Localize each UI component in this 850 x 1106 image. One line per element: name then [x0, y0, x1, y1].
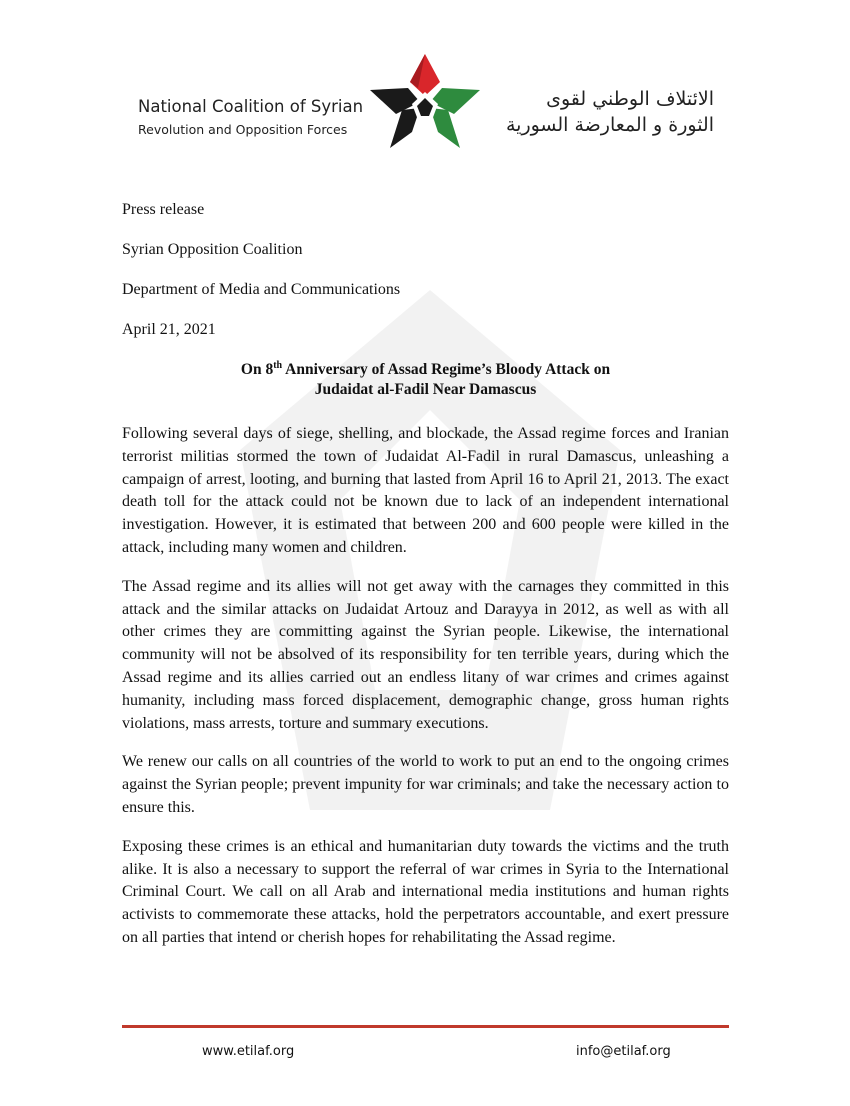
- doc-type: Press release: [122, 201, 205, 218]
- doc-date: April 21, 2021: [122, 321, 216, 338]
- doc-organization: Syrian Opposition Coalition: [122, 241, 303, 258]
- footer-email[interactable]: info@etilaf.org: [576, 1044, 671, 1059]
- footer-website[interactable]: www.etilaf.org: [202, 1044, 295, 1059]
- paragraph: Following several days of siege, shelling, and blockade, the Assad regime forces and Iranian terrorist militias stormed the town of Judaidat Al-Fadil in rural Damascus, unleashing a campaign of arrest, looting, and burning that lasted from April 16 to April 21, 2013. The exact death toll for the attack could not be known due to lack of an independent international investigation. However, it is estimated that between 200 and 600 people were killed in the attack, including many women and children.: [122, 425, 729, 556]
- org-name-ar-line2: الثورة و المعارضة السورية: [505, 114, 714, 136]
- title-prefix: On 8: [240, 361, 274, 378]
- org-name-ar-line1: الائتلاف الوطني لقوى: [546, 88, 714, 110]
- doc-department: Department of Media and Communications: [122, 281, 401, 298]
- letterhead: [0, 0, 850, 160]
- press-release-title: [122, 360, 729, 400]
- org-name-en-line1: National Coalition of Syrian: [138, 97, 364, 116]
- org-name-arabic: [478, 86, 714, 138]
- footer-divider: [122, 1025, 729, 1028]
- title-line1: [122, 360, 729, 380]
- org-name-english: [138, 96, 363, 142]
- press-release-body: [122, 423, 729, 966]
- star-logo-icon: [368, 52, 482, 152]
- paragraph: Exposing these crimes is an ethical and humanitarian duty towards the victims and the truth alike. It is also a necessary to support the referral of war crimes in Syria to the International Criminal Court. We call on all Arab and international media institutions and human rights activists to commemorate these attacks, hold the perpetrators accountable, and exert pressure on all parties that intend or cherish hopes for rehabilitating the Assad regime.: [122, 837, 729, 946]
- title-line1-rest: Anniversary of Assad Regime’s Bloody Attack on: [282, 361, 611, 378]
- paragraph: We renew our calls on all countries of the world to work to put an end to the ongoing crimes against the Syrian people; prevent impunity for war criminals; and take the necessary action to ensure this.: [122, 753, 729, 816]
- org-name-en-line2: Revolution and Opposition Forces: [138, 122, 348, 137]
- title-line2: Judaidat al-Fadil Near Damascus: [314, 381, 537, 398]
- title-ordinal: th: [273, 359, 283, 371]
- paragraph: The Assad regime and its allies will not get away with the carnages they committed in this attack and the similar attacks on Judaidat Artouz and Darayya in 2012, as well as with all other crimes they are committing against the Syrian people. Likewise, the international community will not be absolved of its responsibility for ten terrible years, during which the Assad regime and its allies carried out an endless litany of war crimes and crimes against humanity, including mass forced displacement, demographic change, gross human rights violations, mass arrests, torture and summary executions.: [122, 577, 729, 732]
